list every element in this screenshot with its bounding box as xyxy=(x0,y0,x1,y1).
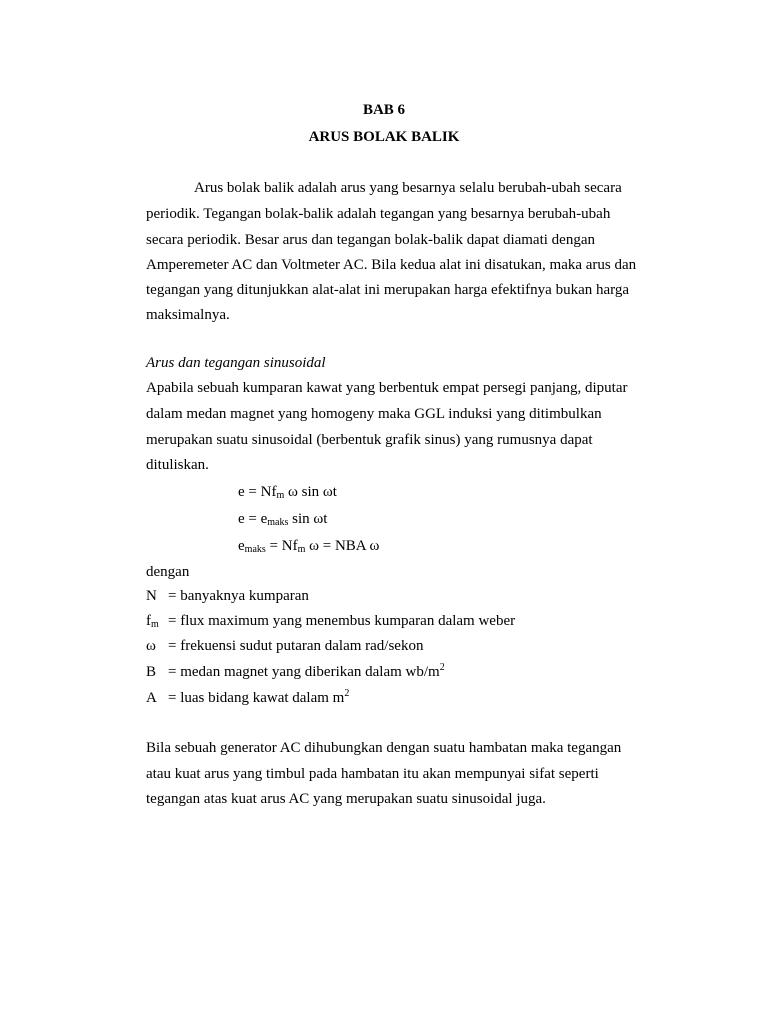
paragraph-line: dalam medan magnet yang homogeny maka GGL induksi yang ditimbulkan xyxy=(146,406,602,422)
definition-symbol: ω xyxy=(146,638,156,654)
definition-text: = flux maximum yang menembus kumparan dalam weber xyxy=(168,613,516,629)
paragraph-line: secara periodik. Besar arus dan tegangan bolak-balik dapat diamati dengan xyxy=(146,232,595,248)
definition-symbol: B xyxy=(146,664,157,680)
definition-item xyxy=(146,612,515,630)
formula-max-value: $e_{maks} = Nf_m$ ω = NBA ω xyxy=(238,538,380,555)
definition-symbol: A xyxy=(146,690,157,706)
paragraph-line: merupakan suatu sinusoidal (berbentuk grafik sinus) yang rumusnya dapat xyxy=(146,432,593,448)
page-title: ARUS BOLAK BALIK xyxy=(308,129,460,145)
definition-text: = banyaknya kumparan xyxy=(168,588,309,604)
chapter-label: BAB 6 xyxy=(362,102,406,118)
paragraph-line: dituliskan. xyxy=(146,457,209,473)
formula-emf: $e = Nf_m$ ω sin ωt xyxy=(238,484,337,501)
paragraph-line: tegangan atas kuat arus AC yang merupakan suatu sinusoidal juga. xyxy=(146,791,546,807)
definition-symbol: $f_m$ xyxy=(146,613,159,630)
paragraph-line: periodik. Tegangan bolak-balik adalah tegangan yang besarnya berubah-ubah xyxy=(146,206,611,222)
definition-text: = frekuensi sudut putaran dalam rad/sekon xyxy=(168,638,424,654)
definition-text: = medan magnet yang diberikan dalam wb/m xyxy=(168,664,440,680)
section-heading: Arus dan tegangan sinusoidal xyxy=(146,355,326,371)
paragraph-line: atau kuat arus yang timbul pada hambatan itu akan mempunyai sifat seperti xyxy=(146,766,599,782)
definition-item xyxy=(146,587,309,605)
paragraph-line: Arus bolak balik adalah arus yang besarnya selalu berubah-ubah secara xyxy=(194,180,622,196)
paragraph-line: Apabila sebuah kumparan kawat yang berbentuk empat persegi panjang, diputar xyxy=(146,380,628,396)
definitions-intro: dengan xyxy=(146,564,190,580)
definition-item xyxy=(146,637,423,655)
paragraph-line: Bila sebuah generator AC dihubungkan dengan suatu hambatan maka tegangan xyxy=(146,740,622,756)
definition-item: B = medan magnet yang diberikan dalam $wb/m^2$ xyxy=(146,662,445,680)
paragraph-line: maksimalnya. xyxy=(146,307,230,323)
formula-emf-max: $e = e_{maks}$ sin ωt xyxy=(238,511,328,528)
definition-item: A = luas bidang kawat dalam $m^2$ xyxy=(146,688,350,706)
definition-text: = luas bidang kawat dalam m xyxy=(168,690,345,706)
paragraph-line: Amperemeter AC dan Voltmeter AC. Bila kedua alat ini disatukan, maka arus dan xyxy=(146,257,637,273)
definition-symbol: N xyxy=(146,588,157,604)
paragraph-line: tegangan yang ditunjukkan alat-alat ini merupakan harga efektifnya bukan harga xyxy=(146,282,630,298)
